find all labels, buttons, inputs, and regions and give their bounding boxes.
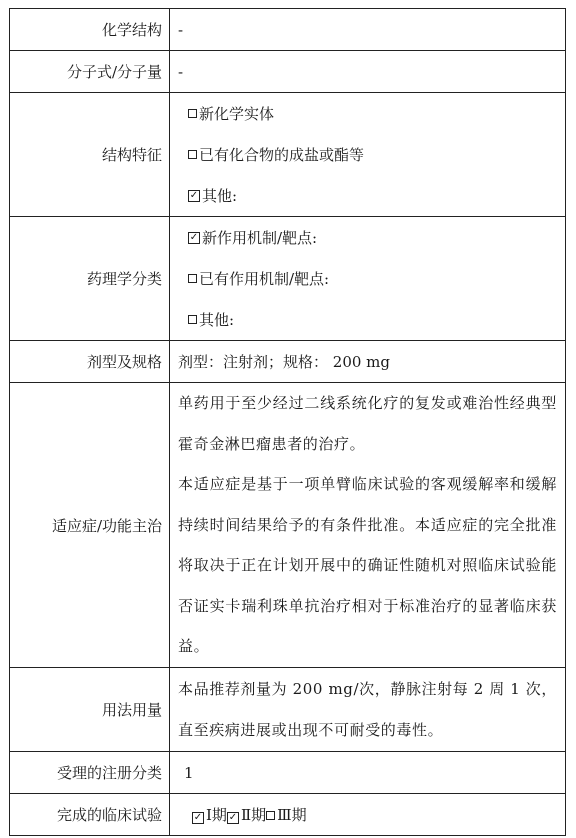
value-pharma bbox=[170, 217, 566, 341]
pharma-option-new-mechanism bbox=[170, 217, 557, 258]
value-dosage-form: 剂型：注射剂；规格： 200 mg bbox=[170, 341, 566, 383]
value-indication bbox=[170, 383, 566, 668]
pharma-option-existing-mechanism bbox=[170, 258, 557, 299]
trial-phase-2: Ⅱ期 bbox=[240, 806, 267, 824]
value-features bbox=[170, 93, 566, 217]
unchecked-box-icon bbox=[188, 315, 197, 324]
value-structure: - bbox=[170, 9, 566, 51]
label-features: 结构特征 bbox=[10, 93, 170, 217]
row-structure bbox=[10, 9, 566, 51]
value-trials bbox=[170, 794, 566, 836]
trial-phase-3: Ⅲ期 bbox=[277, 806, 307, 824]
trial-phase-1: Ⅰ期 bbox=[206, 806, 227, 824]
row-registration bbox=[10, 752, 566, 794]
row-formula bbox=[10, 51, 566, 93]
unchecked-box-icon bbox=[266, 811, 275, 820]
drug-info-sheet bbox=[9, 8, 566, 836]
row-trials bbox=[10, 794, 566, 836]
unchecked-box-icon bbox=[188, 150, 197, 159]
feature-option-label: 已有化合物的成盐或酯等 bbox=[199, 146, 365, 164]
row-usage bbox=[10, 668, 566, 752]
unchecked-box-icon bbox=[188, 274, 197, 283]
feature-option-other bbox=[170, 175, 557, 216]
pharma-option-label: 其他: bbox=[199, 311, 235, 329]
drug-info-table bbox=[9, 8, 566, 836]
row-features bbox=[10, 93, 566, 217]
pharma-option-label: 新作用机制/靶点: bbox=[202, 229, 318, 247]
label-indication: 适应症/功能主治 bbox=[10, 383, 170, 668]
label-pharma: 药理学分类 bbox=[10, 217, 170, 341]
checked-box-icon: ✓ bbox=[228, 812, 238, 823]
feature-option-label: 新化学实体 bbox=[199, 105, 275, 123]
checked-box-icon: ✓ bbox=[189, 231, 199, 243]
label-structure: 化学结构 bbox=[10, 9, 170, 51]
feature-option-label: 其他: bbox=[202, 187, 238, 205]
pharma-option-other bbox=[170, 299, 557, 340]
checked-box-icon: ✓ bbox=[189, 189, 199, 201]
label-dosage-form: 剂型及规格 bbox=[10, 341, 170, 383]
feature-option-salt-ester bbox=[170, 134, 557, 175]
row-pharma bbox=[10, 217, 566, 341]
value-formula: - bbox=[170, 51, 566, 93]
row-dosage-form bbox=[10, 341, 566, 383]
indication-paragraph: 单药用于至少经过二线系统化疗的复发或难治性经典型霍奇金淋巴瘤患者的治疗。 bbox=[178, 394, 557, 453]
unchecked-box-icon bbox=[188, 109, 197, 118]
value-usage bbox=[170, 668, 566, 752]
usage-paragraph: 本品推荐剂量为 200 mg/次，静脉注射每 2 周 1 次，直至疾病进展或出现不可耐受的毒性。 bbox=[178, 680, 557, 739]
feature-option-new-entity bbox=[170, 93, 557, 134]
label-registration: 受理的注册分类 bbox=[10, 752, 170, 794]
checked-box-icon: ✓ bbox=[193, 812, 203, 823]
pharma-option-label: 已有作用机制/靶点: bbox=[199, 270, 330, 288]
row-indication bbox=[10, 383, 566, 668]
label-trials: 完成的临床试验 bbox=[10, 794, 170, 836]
value-registration: 1 bbox=[170, 752, 566, 794]
label-usage: 用法用量 bbox=[10, 668, 170, 752]
indication-approval-note: 本适应症是基于一项单臂临床试验的客观缓解率和缓解持续时间结果给予的有条件批准。本适应症的完全批准将取决于正在计划开展中的确证性随机对照临床试验能否证实卡瑞利珠单抗治疗相对于标准治疗的显著临床获益。 bbox=[178, 475, 557, 656]
label-formula: 分子式/分子量 bbox=[10, 51, 170, 93]
